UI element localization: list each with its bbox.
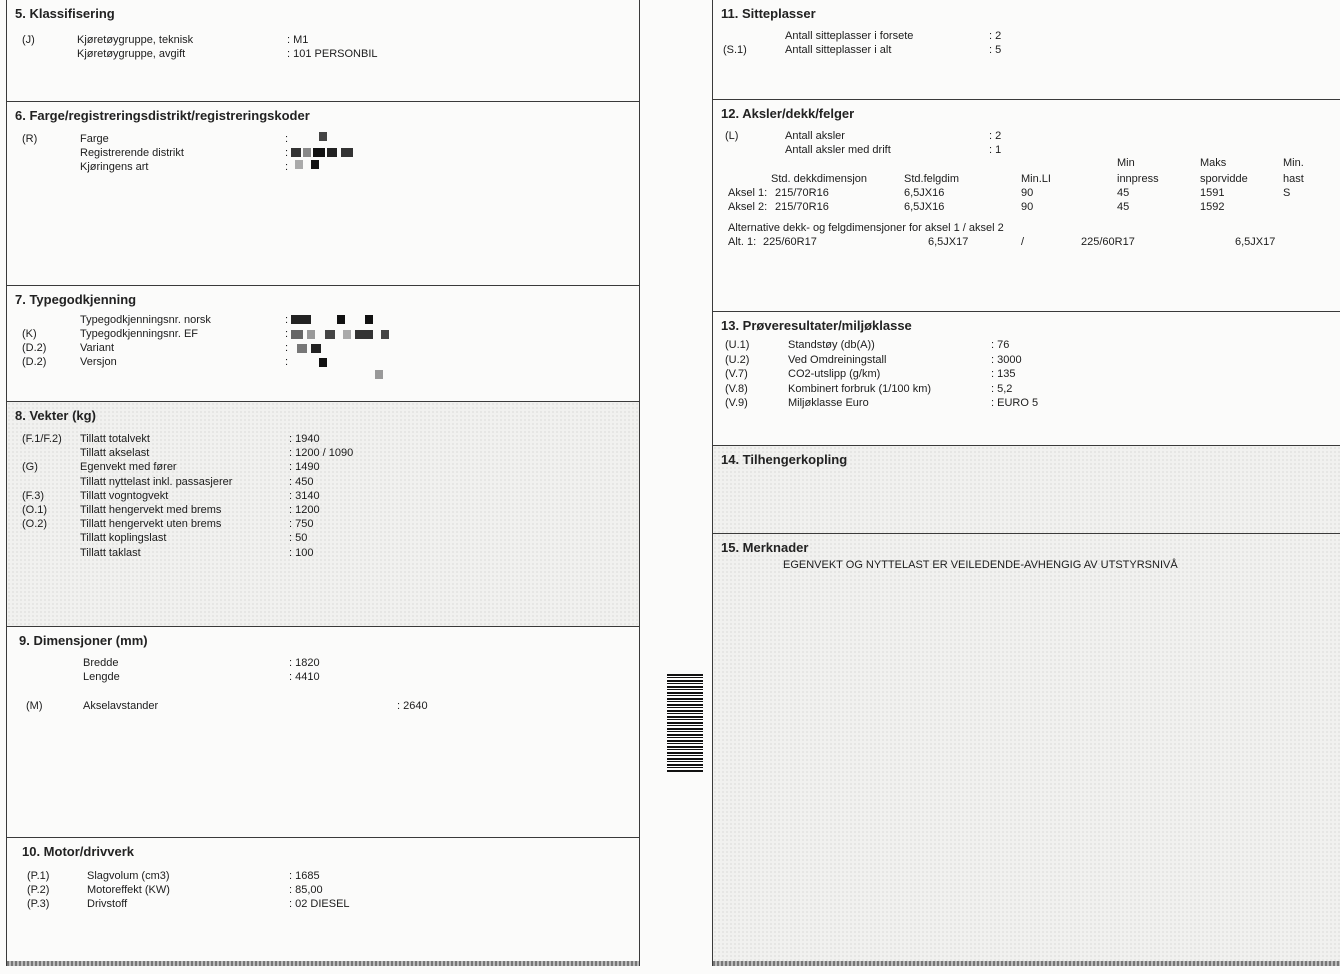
field-value: : [285,147,289,159]
field-code: (F.3) [22,489,44,502]
field-label: Registrerende distrikt [80,147,184,159]
table-header: innpress [1117,173,1159,185]
section-title: 6. Farge/registreringsdistrikt/registreringskoder [15,108,310,123]
field-value: : 1685 [289,870,320,882]
field-label: Drivstoff [87,898,128,910]
right-page [712,0,1340,966]
field-label: Slagvolum (cm3) [87,870,170,882]
section-motor-drivverk [7,837,639,962]
field-value: : 2 [989,130,1002,142]
field-value: : 2640 [397,700,428,712]
field-label: Kjøretøygruppe, avgift [77,48,186,60]
section-title: 11. Sitteplasser [721,6,816,21]
footer-strip [713,961,1340,966]
field-value: : 5,2 [991,382,1013,395]
field-label: Typegodkjenningsnr. EF [80,328,199,340]
field-label: Kombinert forbruk (1/100 km) [788,382,932,395]
field-label: Typegodkjenningsnr. norsk [80,314,211,326]
field-value: : [285,133,289,145]
section-dimensjoner [7,626,639,838]
table-cell: 1591 [1200,187,1225,199]
field-label: Tillatt nyttelast inkl. passasjerer [80,475,233,488]
field-value: : 1200 / 1090 [289,447,354,460]
field-code: (O.2) [22,518,48,531]
table-header: sporvidde [1200,173,1248,185]
field-code: (M) [26,700,43,712]
field-value: : [285,328,289,340]
field-value: : 2 [989,30,1002,42]
table-header: Min. [1283,157,1304,169]
redacted-block [289,130,409,176]
field-value: : 3140 [289,489,320,502]
field-label: Miljøklasse Euro [788,397,869,409]
field-code: (D.2) [22,342,47,354]
field-code: (U.2) [725,353,750,366]
field-label: Standstøy (db(A)) [788,339,875,351]
field-value: : 1940 [289,433,320,445]
field-code: (U.1) [725,339,750,351]
field-value: : [285,342,289,354]
field-label: Versjon [80,356,117,368]
field-code: (F.1/F.2) [22,433,62,445]
field-code: (S.1) [723,44,747,56]
field-label: Akselavstander [83,700,159,712]
field-label: Lengde [83,671,120,683]
field-value: : 1490 [289,461,320,474]
field-label: Ved Omdreiningstall [788,353,887,366]
field-label: Tillatt vogntogvekt [80,489,169,502]
field-value: : 85,00 [289,884,323,896]
section-title: 7. Typegodkjenning [15,292,137,307]
field-label: Antall aksler [785,130,845,142]
barcode [667,674,703,772]
section-farge-registrering [7,101,639,286]
field-label: Antall aksler med drift [785,144,891,156]
alt-label: Alt. 1: [728,236,757,248]
field-code: (R) [22,133,38,145]
field-code: (O.1) [22,504,48,516]
field-value: : 3000 [991,353,1022,366]
field-value: : 100 [289,546,314,559]
field-label: Antall sitteplasser i forsete [785,30,914,42]
table-cell: 6,5JX16 [904,187,945,199]
section-vekter [7,401,639,627]
section-title: 12. Aksler/dekk/felger [721,106,855,121]
field-label: Motoreffekt (KW) [87,884,170,896]
field-code: (P.3) [27,898,50,910]
field-code: (J) [22,34,35,46]
alt-title: Alternative dekk- og felgdimensjoner for aksel 1 / aksel 2 [728,222,1004,234]
footer-strip [7,961,639,966]
field-label: Tillatt taklast [80,546,141,559]
section-sitteplasser [713,0,1340,99]
field-code: (V.7) [725,368,748,380]
field-code: (K) [22,328,37,340]
alt-rim: 6,5JX17 [928,236,969,248]
left-page [6,0,640,966]
section-typegodkjenning [7,285,639,402]
field-value: : 1200 [289,504,320,516]
field-value: : 450 [289,475,314,488]
field-value: : [285,356,289,368]
field-code: (V.8) [725,382,748,395]
alt-tyre: 225/60R17 [1081,236,1135,248]
table-header: Maks [1200,157,1227,169]
section-title: 8. Vekter (kg) [15,408,96,423]
field-value: : 4410 [289,671,320,683]
field-value: : EURO 5 [991,397,1039,409]
field-label: Kjøretøygruppe, teknisk [77,34,194,46]
table-cell: Aksel 2: [728,201,768,213]
section-klassifisering [7,0,639,101]
table-cell: 215/70R16 [775,201,829,213]
field-label: Tillatt hengervekt uten brems [80,518,222,531]
table-cell: S [1283,187,1291,199]
section-title: 14. Tilhengerkopling [721,452,848,467]
field-code: (V.9) [725,397,748,409]
field-label: Tillatt hengervekt med brems [80,504,222,516]
section-aksler-dekk-felger [713,99,1340,312]
field-value: : 76 [991,339,1010,351]
field-value: : M1 [287,34,309,46]
field-value: : 5 [989,44,1002,56]
alt-separator: / [1021,236,1025,248]
field-value: : [285,161,289,173]
table-header: Std. dekkdimensjon [771,173,867,185]
field-label: Antall sitteplasser i alt [785,44,892,56]
field-code: (D.2) [22,356,47,368]
field-label: Farge [80,133,109,145]
field-value: : 135 [991,368,1016,380]
table-header: Std.felgdim [904,173,960,185]
table-cell: 1592 [1200,201,1225,213]
section-tilhengerkopling [713,445,1340,534]
field-label: Kjøringens art [80,161,149,173]
field-label: CO2-utslipp (g/km) [788,368,881,380]
table-header: hast [1283,173,1304,185]
field-code: (P.1) [27,870,50,882]
field-label: Tillatt totalvekt [80,433,150,445]
table-cell: 45 [1117,187,1130,199]
field-label: Bredde [83,657,119,669]
redacted-block [289,312,419,382]
field-value: : 750 [289,518,314,531]
field-value: : 02 DIESEL [289,898,350,910]
field-label: Tillatt akselast [80,447,150,460]
table-cell: 45 [1117,201,1130,213]
section-merknader [713,533,1340,962]
table-cell: 90 [1021,187,1034,199]
note-text: EGENVEKT OG NYTTELAST ER VEILEDENDE-AVHENGIG AV UTSTYRSNIVÅ [783,559,1178,571]
section-title: 9. Dimensjoner (mm) [19,633,148,648]
section-title: 15. Merknader [721,540,809,555]
section-title: 10. Motor/drivverk [22,844,134,859]
field-value: : 1820 [289,657,320,669]
section-title: 13. Prøveresultater/miljøklasse [721,318,912,333]
table-cell: 90 [1021,201,1034,213]
section-proveresultater [713,311,1340,446]
field-value: : 101 PERSONBIL [287,48,378,60]
table-cell: Aksel 1: [728,187,768,199]
table-header: Min [1117,157,1135,169]
field-code: (P.2) [27,884,50,896]
table-header: Min.LI [1021,173,1051,185]
table-cell: 215/70R16 [775,187,829,199]
field-code: (L) [725,130,739,142]
table-cell: 6,5JX16 [904,201,945,213]
field-value: : 1 [989,144,1002,156]
alt-tyre: 225/60R17 [763,236,817,248]
field-label: Variant [80,342,115,354]
field-code: (G) [22,461,38,474]
field-value: : 50 [289,532,308,545]
field-value: : [285,314,289,326]
field-label: Egenvekt med fører [80,461,177,474]
field-label: Tillatt koplingslast [80,532,167,545]
alt-rim: 6,5JX17 [1235,236,1276,248]
section-title: 5. Klassifisering [15,6,115,21]
